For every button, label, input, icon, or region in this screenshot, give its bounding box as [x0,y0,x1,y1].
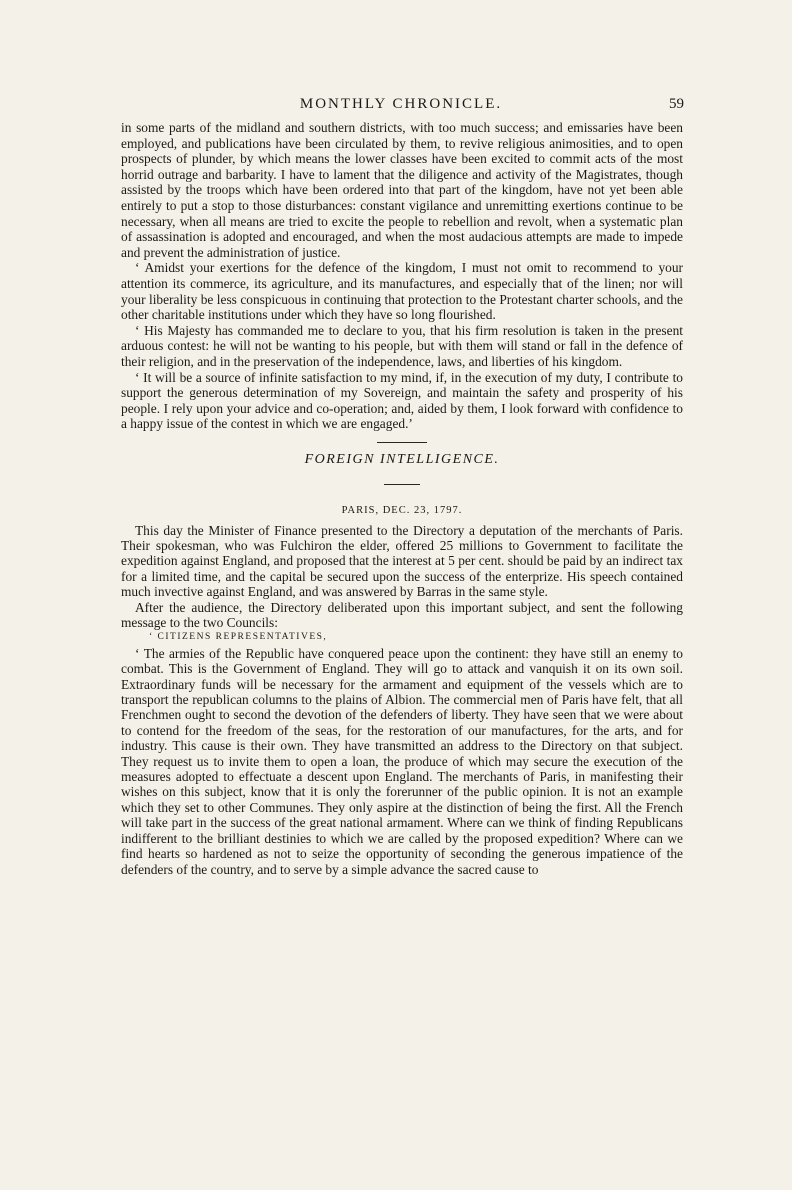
section-divider-bottom [384,484,420,485]
running-head: MONTHLY CHRONICLE. [299,96,503,112]
speech-paragraph-4: ‘ It will be a source of infinite satisfaction to my mind, if, in the execution of my duty, I contribute to support the generous determination of my Sovereign, and maintain the safety and prosperity of his people. I rely upon your advice and co-operation; and, aided by them, I look forward with confidence to a happy issue of the contest in which we are engaged.’ [121,369,683,432]
section-divider-top [377,442,427,444]
directory-message: ‘ The armies of the Republic have conquered peace upon the continent: they have still an enemy to combat. This is the Government of England. They will go to attack and vanquish it on its own soil. Extraordinary funds will be necessary for the armament and equipment of the vessels which are to transport the republican columns to the plains of Albion. The commercial men of Paris have felt, that all Frenchmen ought to second the devotion of the defenders of liberty. They have seen that we were about to contend for the freedom of the seas, for the restoration of our manufactures, for the arts, and for industry. This cause is their own. They have transmitted an address to the Directory on that subject. They request us to invite them to open a loan, the produce of which may secure the execution of the measures adopted to effectuate a descent upon England. The merchants of Paris, in manifesting their wishes on this subject, know that it is only the forerunner of the public opinion. It is not an example which they set to other Communes. They only aspire at the distinction of being the first. All the French will take part in the success of the great national armament. Where can we think of finding Republicans indifferent to the brilliant destinies to which we are called by the proposed expedition? Where can we find hearts so hardened as not to seize the opportunity of seconding the generous impatience of the defenders of the country, and to serve by a simple advance the sacred cause to [121,645,683,877]
speech-paragraph-2: ‘ Amidst your exertions for the defence of the kingdom, I must not omit to recommend to your attention its commerce, its agriculture, and its manufactures, and especially that of the linen; nor will your liberality be less conspicuous in continuing that protection to the Protestant charter schools, and the other charitable institutions under which they have so long flourished. [121,260,683,323]
intelligence-paragraph-2: After the audience, the Directory deliberated upon this important subject, and sent the following message to the two Councils: [121,599,683,630]
section-title: FOREIGN INTELLIGENCE. [304,452,500,468]
speech-paragraph-1: in some parts of the midland and southern districts, with too much success; and emissaries have been employed, and publications have been circulated by them, to revive religious animosities, and to open prospects of plunder, by which means the lower classes have been excited to commit acts of the most horrid outrage and barbarity. I have to lament that the diligence and activity of the Magistrates, though assisted by the troops which have been ordered into that part of the kingdom, have not yet been able entirely to put a stop to those disturbances: constant vigilance and unremitting exertions continue to be necessary, when all means are tried to excite the people to rebellion and revolt, when a systematic plan of assassination is adopted and encouraged, and when the most audacious attempts are made to impede and prevent the administration of justice. [121,120,683,260]
page-number: 59 [669,96,684,112]
page-header [118,96,684,118]
speech-paragraph-3: ‘ His Majesty has commanded me to declare to you, that his firm resolution is taken in the present arduous contest: he will not be wanting to his people, but with them will stand or fall in the defence of their religion, and in the preservation of the independence, laws, and liberties of his kingdom. [121,322,683,369]
intelligence-paragraph-1: This day the Minister of Finance presented to the Directory a deputation of the merchants of Paris. Their spokesman, who was Fulchiron the elder, offered 25 millions to Government to facilitate the expedition against England, and proposed that the interest at 5 per cent. should be paid by an indirect tax for a limited time, and the capital be secured upon the success of the enterprize. His speech contained much invective against England, and was answered by Barras in the same style. [121,522,683,600]
page-body [121,120,683,877]
dateline: PARIS, DEC. 23, 1797. [341,504,463,516]
message-salutation: ‘ CITIZENS REPRESENTATIVES, [149,632,328,643]
